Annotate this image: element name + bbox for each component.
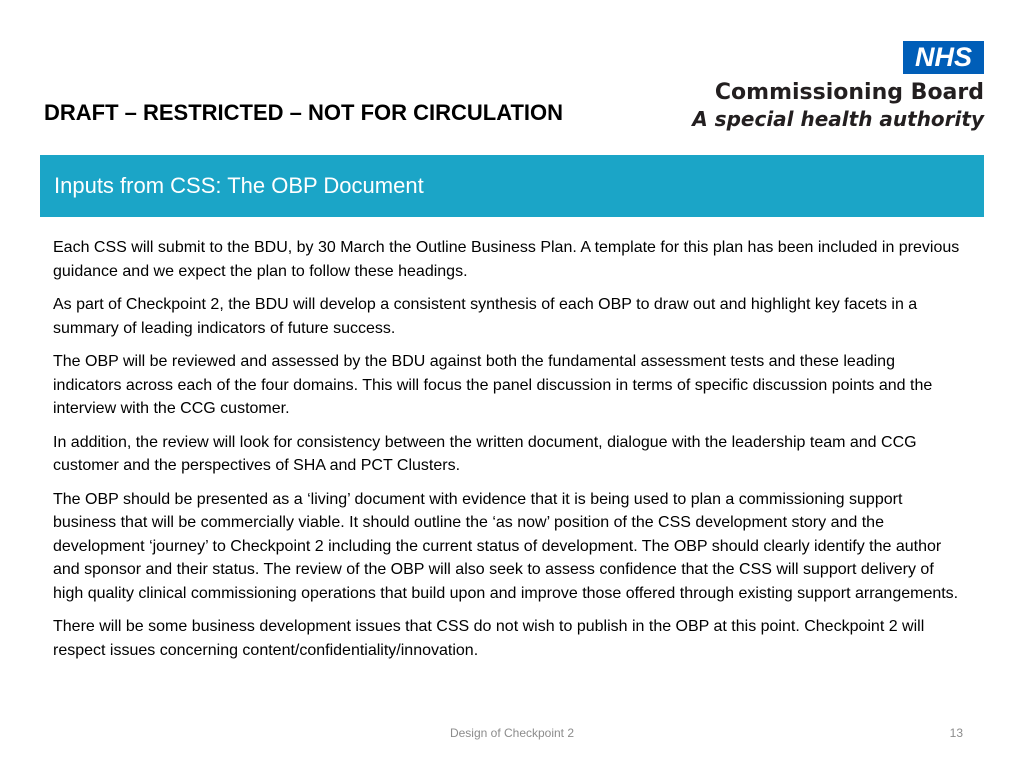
paragraph: Each CSS will submit to the BDU, by 30 March the Outline Business Plan. A template for this plan has been included in previous guidance and we expect the plan to follow these headings.: [53, 239, 960, 280]
draft-notice: DRAFT – RESTRICTED – NOT FOR CIRCULATION: [44, 100, 564, 125]
nhs-logo: [903, 41, 984, 74]
slide-title: Inputs from CSS: The OBP Document: [54, 173, 424, 198]
page-number: 13: [949, 726, 963, 740]
org-tagline: A special health authority: [692, 107, 984, 131]
body-text: [53, 236, 963, 672]
paragraph: The OBP will be reviewed and assessed by the BDU against both the fundamental assessment tests and these leading indicators across each of the four domains. This will focus the panel discussion in terms of specific discussion points and the interview with the CCG customer.: [53, 353, 933, 417]
paragraph: The OBP should be presented as a ‘living’ document with evidence that it is being used to plan a commissioning support business that will be commercially viable. It should outline the ‘as now’ position of the CSS development story and the development ‘journey’ to Checkpoint 2 including the current status of development. The OBP should clearly identify the author and sponsor and their status. The review of the OBP will also seek to assess confidence that the CSS will support delivery of high quality clinical commissioning operations that build upon and improve those offered through existing support arrangements.: [53, 490, 959, 602]
title-band: [40, 155, 984, 217]
paragraph: As part of Checkpoint 2, the BDU will develop a consistent synthesis of each OBP to draw out and highlight key facets in a summary of leading indicators of future success.: [53, 296, 918, 337]
org-name: Commissioning Board: [714, 80, 984, 105]
footer-document-title: Design of Checkpoint 2: [449, 726, 575, 740]
paragraph: In addition, the review will look for consistency between the written document, dialogue with the leadership team and CCG customer and the perspectives of SHA and PCT Clusters.: [53, 433, 917, 474]
paragraph: There will be some business development issues that CSS do not wish to publish in the OBP at this point. Checkpoint 2 will respect issues concerning content/confidentiality/innovation.: [53, 618, 925, 659]
nhs-logo-mark: NHS: [914, 42, 972, 72]
